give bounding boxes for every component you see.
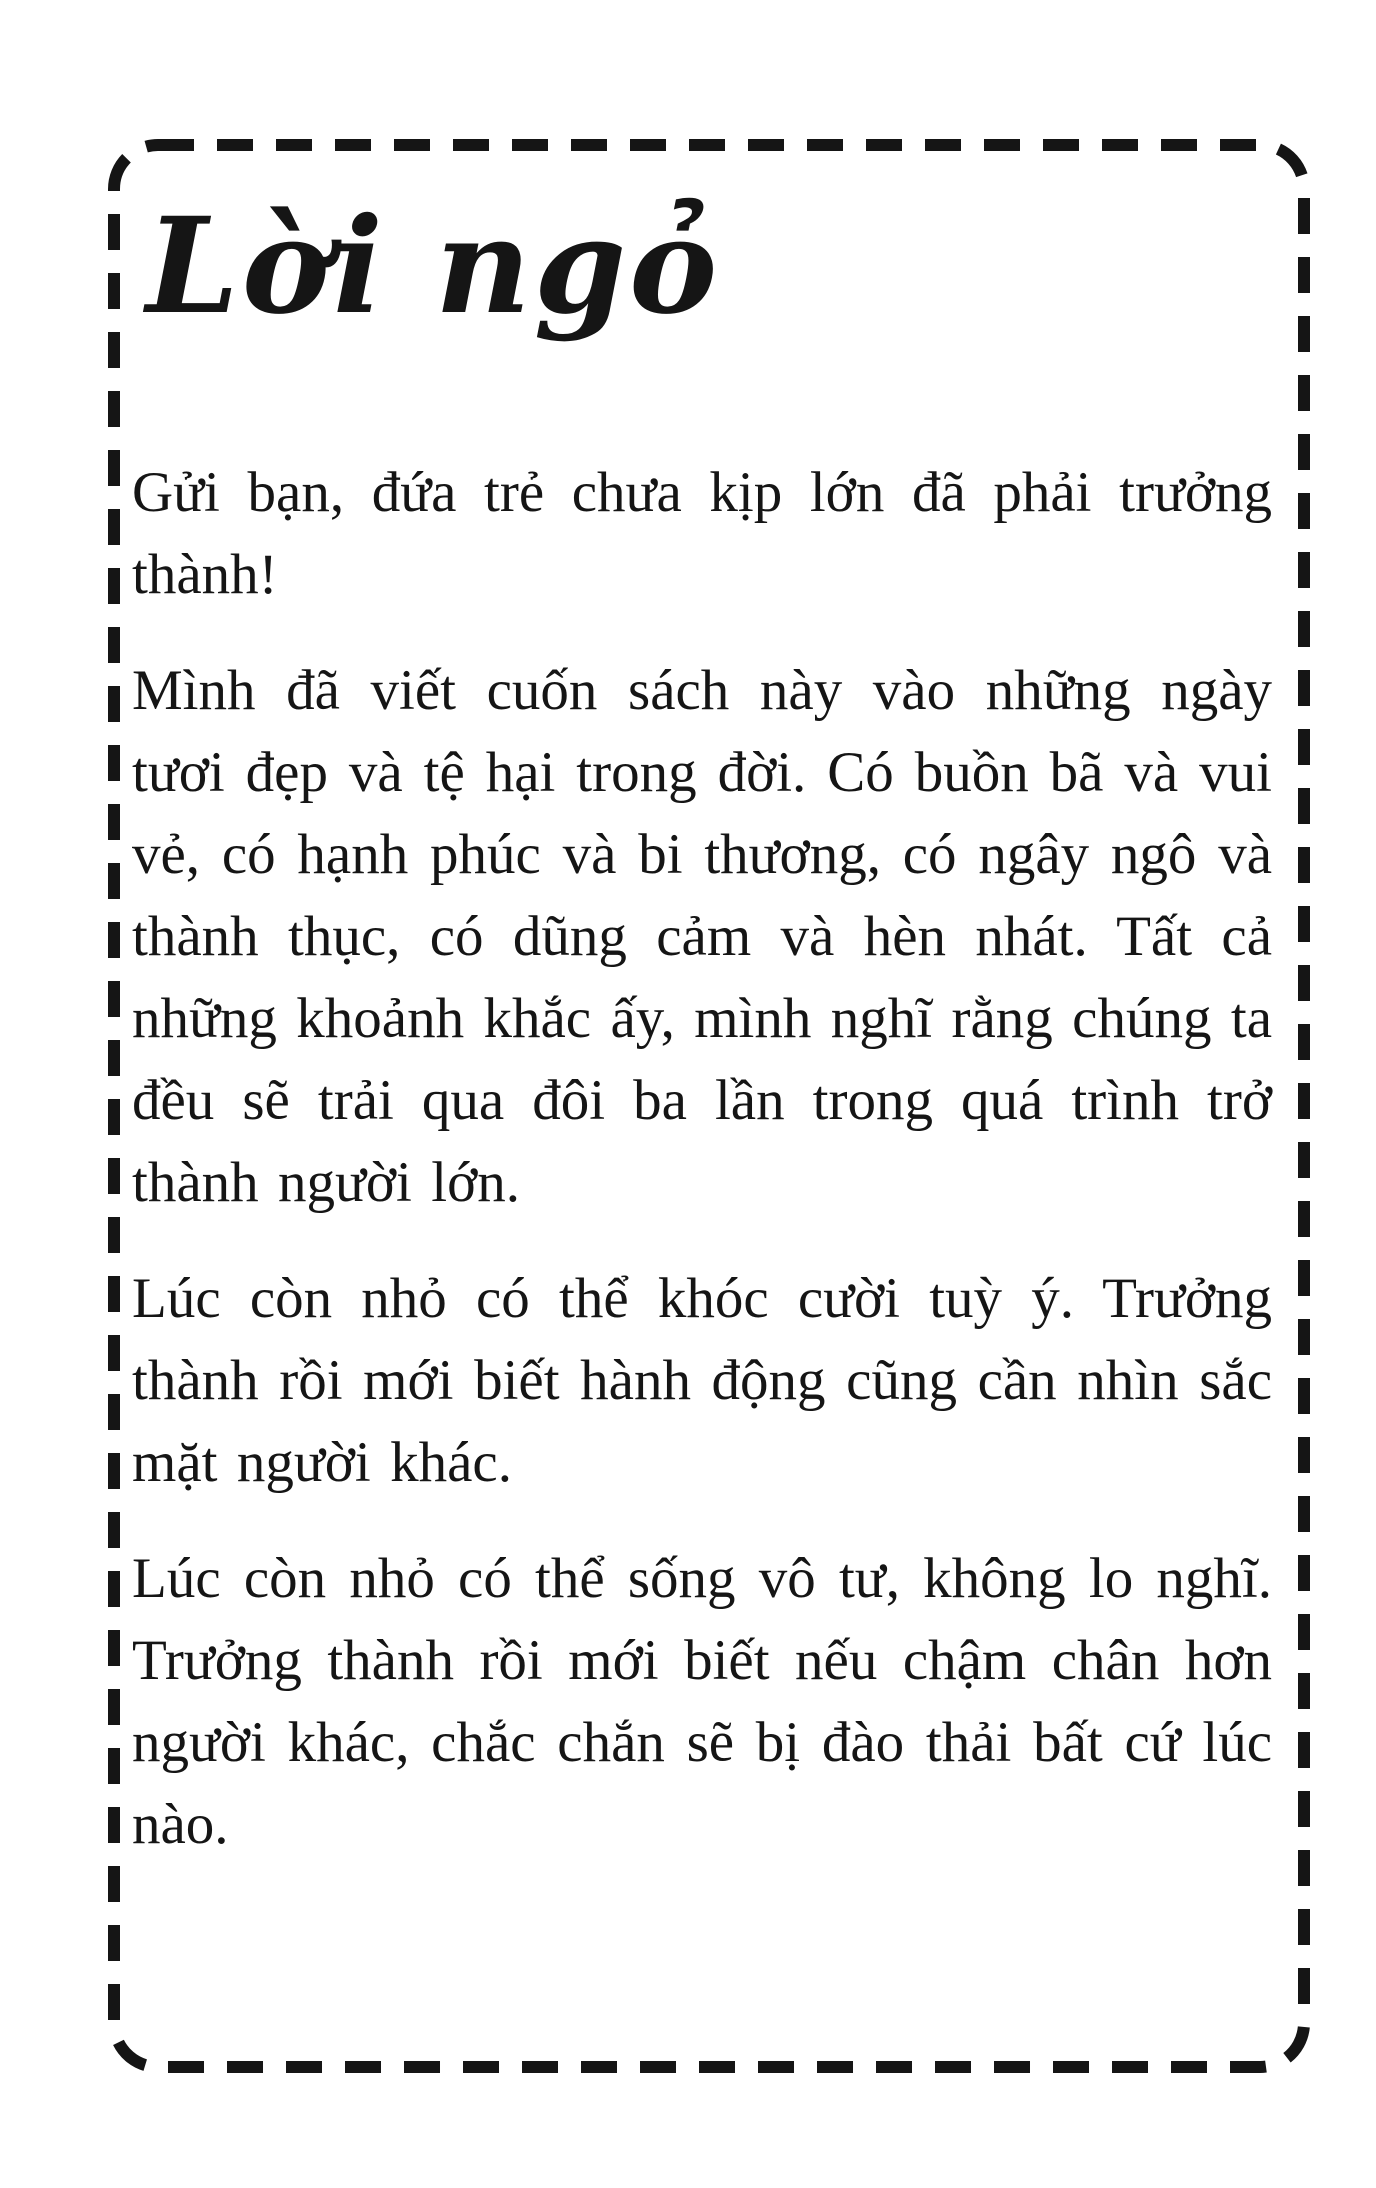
paragraph-carefree: Lúc còn nhỏ có thể sống vô tư, không lo nghĩ. Trưởng thành rồi mới biết nếu chậm chân hơn người khác, chắc chắn sẽ bị đào thải bất cứ lúc nào. — [132, 1547, 1272, 1857]
page-content — [132, 178, 1272, 1866]
paragraph-greeting: Gửi bạn, đứa trẻ chưa kịp lớn đã phải trưởng thành! — [132, 461, 1272, 607]
page-title: Lời ngỏ — [146, 189, 721, 344]
paragraph-writing-days: Mình đã viết cuốn sách này vào những ngày tươi đẹp và tệ hại trong đời. Có buồn bã và vui vẻ, có hạnh phúc và bi thương, có ngây ngô và thành thục, có dũng cảm và hèn nhát. Tất cả những khoảnh khắc ấy, mình nghĩ rằng chúng ta đều sẽ trải qua đôi ba lần trong quá trình trở thành người lớn. — [132, 659, 1272, 1215]
paragraph-cry-laugh: Lúc còn nhỏ có thể khóc cười tuỳ ý. Trưởng thành rồi mới biết hành động cũng cần nhìn sắc mặt người khác. — [132, 1267, 1272, 1495]
